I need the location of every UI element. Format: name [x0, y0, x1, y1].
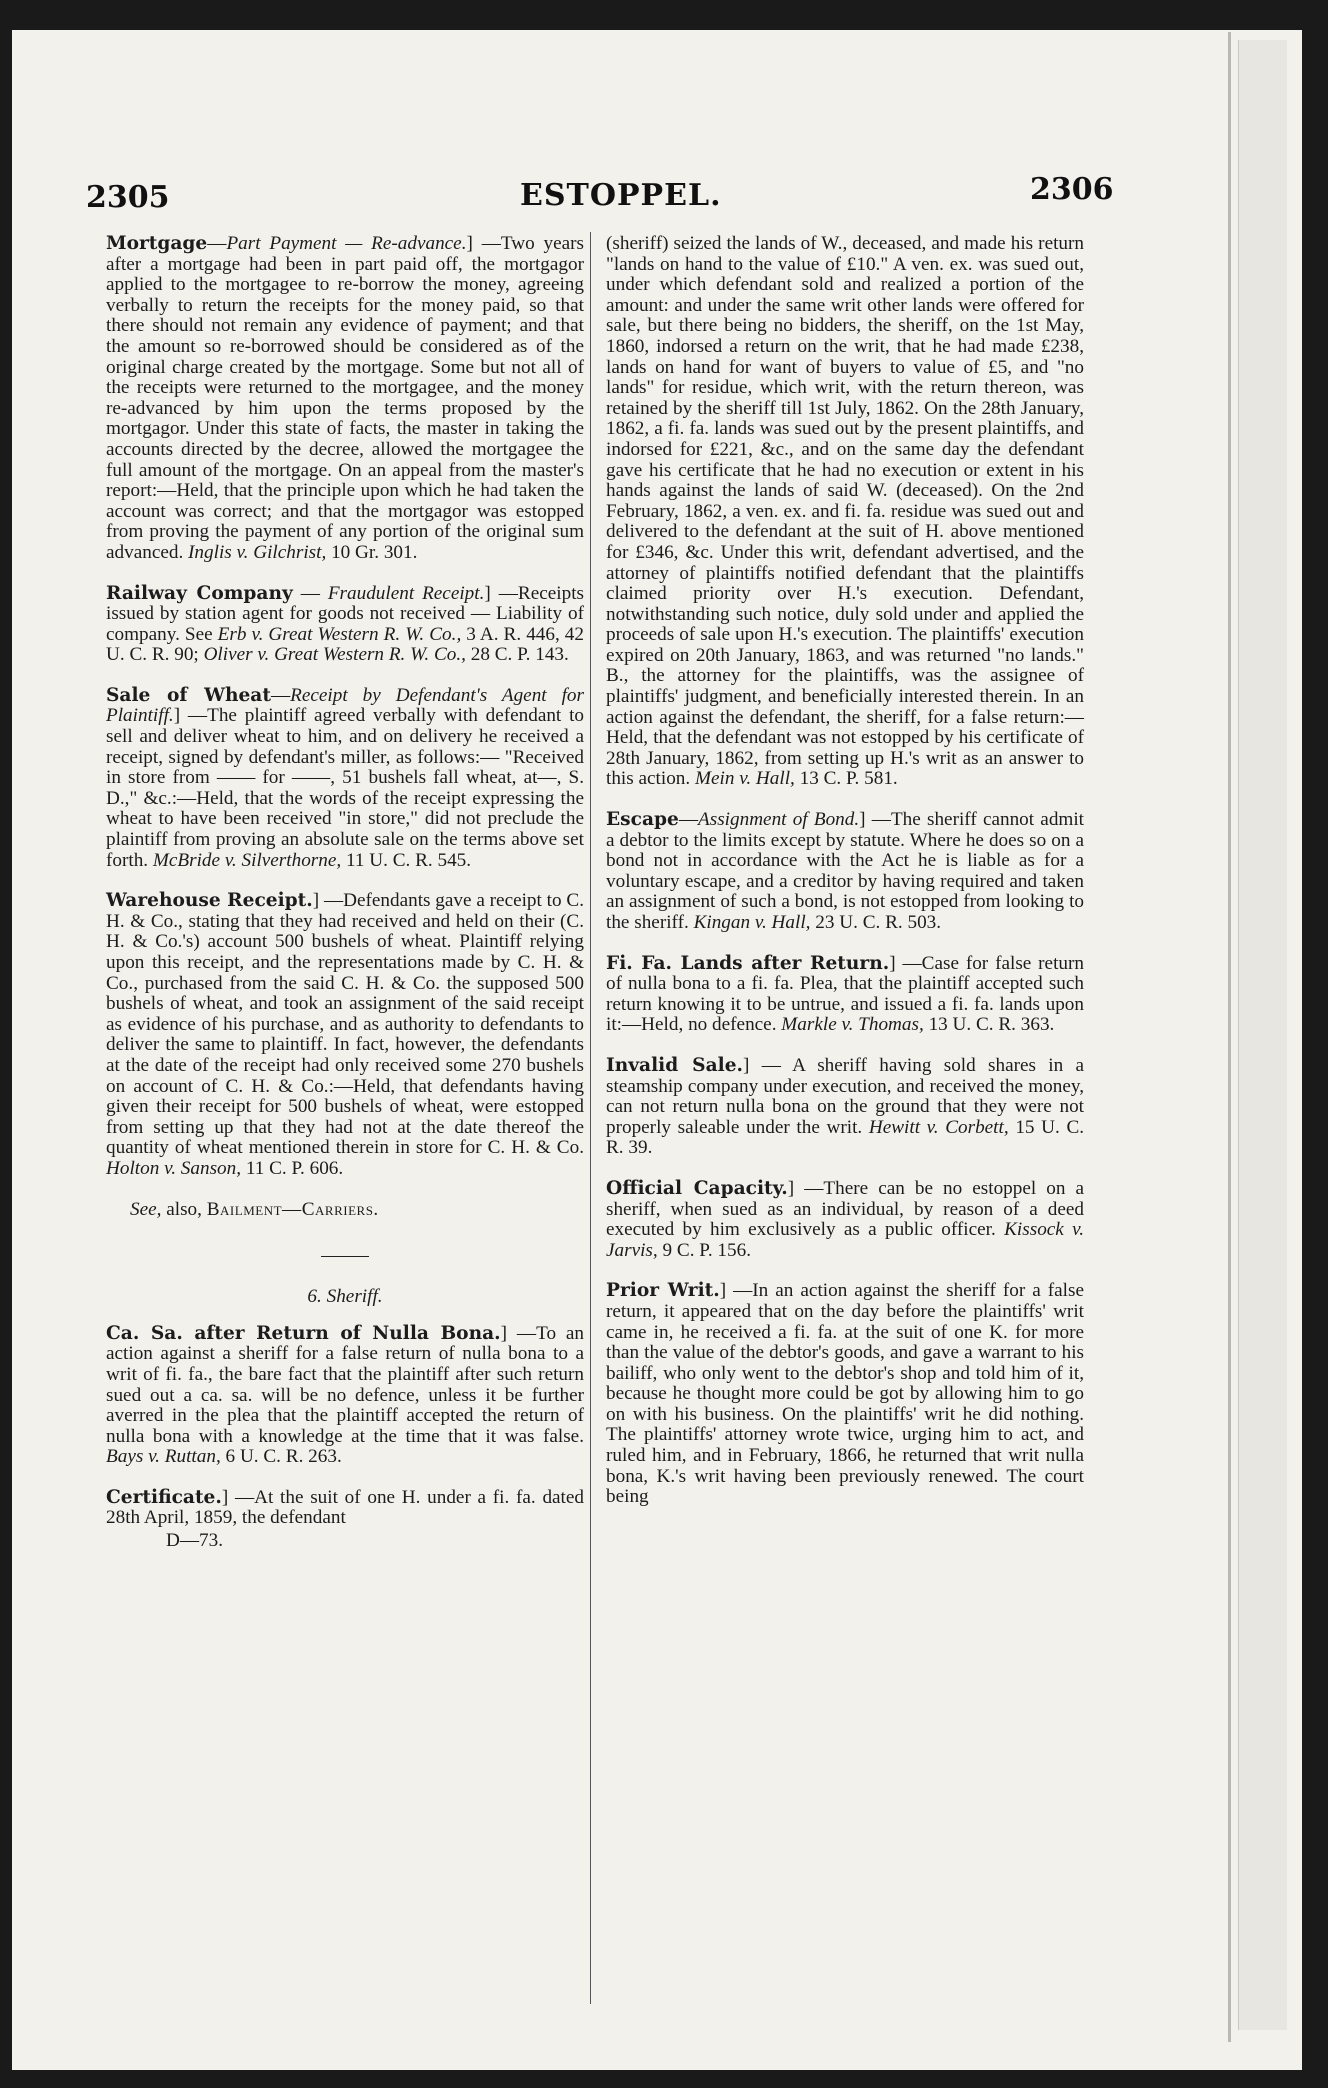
entry-heading: Railway Company	[106, 582, 293, 604]
entry-text: —Receipts issued by station agent for goods not received — Liability of company. See	[106, 582, 584, 645]
entry-heading: Warehouse Receipt.	[106, 890, 313, 912]
entry-heading: Sale of Wheat	[106, 684, 271, 706]
entry-text: —Case for false return of nulla bona to a fi. fa. Plea, that the plaintiff accepted such return knowing it to be untrue, and issued a fi. fa. lands upon it:—Held, no defence.	[606, 952, 1084, 1036]
entry-citation-ref: 6 U. C. R. 263.	[225, 1446, 342, 1468]
section-heading: 6. Sheriff.	[307, 1286, 383, 1308]
entry-warehouse-receipt: Warehouse Receipt.] —Defendants gave a receipt to C. H. & Co., stating that they had received and held on their (C. H. & Co.'s) account 500 bushels of wheat. Plaintiff relying upon this receipt, and the representations made by C. H. & Co., purchased from the said C. H. & Co. the supposed 500 bushels of wheat, and took an assignment of the said receipt as evidence of his purchase, and as authority to defendants to deliver the same to plaintiff. In fact, however, the defendants at the date of the receipt had only received some 270 bushels on account of C. H. & Co.:—Held, that defendants having given their receipt for 500 bushels of wheat, were estopped from setting up that they had not at the date thereof the quantity of wheat mentioned therein in store for C. H. & Co. Holton v. Sanson, 11 C. P. 606.	[106, 890, 585, 1179]
entry-citation-2-ref: 28 C. P. 143.	[470, 644, 569, 666]
entry-citation: McBride v. Silverthorne,	[152, 849, 342, 871]
see-also	[130, 1200, 584, 1221]
entry-text: —At the suit of one H. under a fi. fa. dated 28th April, 1859, the defendant	[106, 1486, 584, 1529]
entry-citation-ref: 11 C. P. 606.	[245, 1157, 344, 1179]
entry-citation: Kingan v. Hall,	[693, 912, 811, 933]
entry-citation: Mein v. Hall,	[695, 768, 795, 790]
entry-text: — A sheriff having sold shares in a steamship company under execution, and received the money, can not return nulla bona on the ground that they were not properly saleable under the writ.	[606, 1054, 1084, 1138]
entry-mortgage: Mortgage—Part Payment — Re-advance.] —Two years after a mortgage had been in part paid off, the mortgagor applied to the mortgagee to re-borrow the money, agreeing verbally to return the receipts for the money paid, so that there should not remain any evidence of payment; and that the amount so re-borrowed should be considered as of the original charge created by the mortgage. Some but not all of the receipts were returned to the mortgagee, and the money re-advanced by him upon the terms proposed by the mortgagor. Under this state of facts, the master in taking the accounts directed by the decree, allowed the mortgagee the full amount of the mortgage. On an appeal from the master's report:—Held, that the principle upon which he had taken the account was correct; and that the mortgagor was estopped from proving the payment of any portion of the original sum advanced. Inglis v. Gilchrist, 10 Gr. 301.	[106, 233, 585, 563]
entry-subheading: Receipt by Defendant's Agent for Plaintiff.	[106, 684, 584, 727]
entry-subheading: Assignment of Bond.	[698, 809, 860, 831]
entry-heading: Prior Writ.	[606, 1280, 720, 1302]
right-column	[606, 234, 1084, 1528]
entry-citation-ref: 3 A. R. 446, 42 U. C. R. 90;	[106, 623, 584, 666]
left-column	[106, 234, 584, 1552]
entry-citation: Erb v. Great Western R. W. Co.,	[217, 623, 462, 645]
entry-heading: Escape	[606, 809, 679, 831]
entry-heading: Invalid Sale.	[606, 1054, 744, 1076]
entry-certificate: Certificate.] —At the suit of one H. under a fi. fa. dated 28th April, 1859, the defendant	[106, 1486, 584, 1529]
entry-citation-ref: 9 C. P. 156.	[662, 1239, 751, 1261]
entry-citation: Holton v. Sanson,	[106, 1157, 242, 1179]
entry-heading: Ca. Sa. after Return of Nulla Bona.	[106, 1322, 501, 1344]
entry-heading: Mortgage	[106, 233, 208, 254]
entry-heading: Certificate.	[106, 1486, 222, 1508]
entry-official-capacity: Official Capacity.] —There can be no estoppel on a sheriff, when sued as an individual, by reason of a deed executed by him exclusively as a public officer. Kissock v. Jarvis, 9 C. P. 156.	[606, 1177, 1085, 1261]
see-also-refs: Bailment—Carriers.	[206, 1198, 379, 1220]
entry-citation: Kissock v. Jarvis,	[606, 1219, 1085, 1261]
page-number-right: 2306	[1030, 172, 1114, 207]
entry-text: —Defendants gave a receipt to C. H. & Co., stating that they had received and held on their (C. H. & Co.'s) account 500 bushels of wheat. Plaintiff relying upon this receipt, and the representations made by C. H. & Co., purchased from the said C. H. & Co. the supposed 500 bushels of wheat, and took an assignment of the said receipt as evidence of his purchase, and as authority to defendants to deliver the same to plaintiff. In fact, however, the defendants at the date of the receipt had only received some 270 bushels on account of C. H. & Co.:—Held, that defendants having given their receipt for 500 bushels of wheat, were estopped from setting up that they had not at the date thereof the quantity of wheat mentioned therein in store for C. H. & Co.	[106, 890, 585, 1159]
entry-prior-writ: Prior Writ.] —In an action against the sheriff for a false return, it appeared that on the day before the plaintiffs' writ came in, he received a fi. fa. at the suit of one K. for more than the value of the debtor's goods, and gave a warrant to his bailiff, who only went to the debtor's shop and told him of it, because he thought more could be got by allowing him to go on with his business. On the plaintiffs' writ he did nothing. The plaintiffs' attorney wrote twice, urging him to act, and ruled him, and in February, 1866, he returned that writ nulla bona, K.'s writ having been previously renewed. The court being	[606, 1280, 1085, 1508]
entry-citation-ref: 11 U. C. R. 545.	[345, 849, 472, 871]
signature-mark: D—73.	[166, 1530, 224, 1552]
entry-citation-ref: 23 U. C. R. 503.	[815, 912, 942, 933]
entry-citation: Markle v. Thomas,	[781, 1014, 924, 1036]
entry-heading: Official Capacity.	[606, 1177, 788, 1199]
entry-text: (sheriff) seized the lands of W., deceased, and made his return "lands on hand to the value of £10." A ven. ex. was sued out, under which defendant sold and realized a portion of the amount: and under the same writ other lands were offered for sale, but there being no bidders, the sheriff, on the 1st May, 1860, indorsed a return on the writ, that he had made £238, lands on hand for want of buyers to value of £5, and "no lands" for residue, which writ, with the return thereon, was retained by the sheriff till 1st July, 1862. On the 28th January, 1862, a fi. fa. lands was sued out by the present plaintiffs, and indorsed for £221, &c., and on the same day the defendant gave his certificate that he had no execution or extent in his hands against the lands of said W. (deceased). On the 2nd February, 1862, a ven. ex. and fi. fa. residue was sued out and delivered to the defendant at the suit of H. above mentioned for £346, &c. Under this writ, defendant advertised, and the attorney of plaintiffs notified defendant that the plaintiffs claimed priority over H.'s execution. Defendant, notwithstanding such notice, duly sold under and applied the proceeds of sale upon H.'s execution. The plaintiffs' execution expired on 20th January, 1863, and was returned "no lands." B., the attorney for the plaintiffs, was the assignee of plaintiffs' judgment, and beneficially interested therein. In an action against the defendant, the sheriff, for a false return:—Held, that the defendant was not estopped by his certificate of 28th January, 1862, from setting up H.'s writ as an answer to this action.	[606, 233, 1084, 790]
entry-text: —There can be no estoppel on a sheriff, when sued as an individual, by reason of a deed executed by him exclusively as a public officer.	[606, 1177, 1085, 1241]
entry-citation-ref: 10 Gr. 301.	[331, 541, 418, 563]
entry-citation: Hewitt v. Corbett,	[868, 1116, 1009, 1138]
entry-text: —To an action against a sheriff for a false return of nulla bona to a writ of fi. fa., the bare fact that the plaintiff after such return sued out a ca. sa. will be no defence, unless it be further averred in the plea that the plaintiff accepted the return of nulla bona with a knowledge at the time that it was false.	[106, 1322, 585, 1447]
entry-text: —The sheriff cannot admit a debtor to the limits except by statute. Where he does so on a bond not in accordance with the Act he is liable as for a voluntary escape, and a creditor by having required and taken an assignment of such a bond, is not estopped from looking to the sheriff.	[606, 809, 1084, 933]
entry-citation-ref: 15 U. C. R. 39.	[606, 1116, 1085, 1159]
entry-fi-fa-lands: Fi. Fa. Lands after Return.] —Case for false return of nulla bona to a fi. fa. Plea, that the plaintiff accepted such return knowing it to be untrue, and issued a fi. fa. lands upon it:—Held, no defence. Markle v. Thomas, 13 U. C. R. 363.	[606, 952, 1084, 1036]
entry-text: —Two years after a mortgage had been in part paid off, the mortgagor applied to the mortgagee to re-borrow the money, agreeing verbally to return the receipts for the money paid, so that there should not remain any evidence of payment; and that the amount so re-borrowed should be considered as of the original charge created by the mortgage. Some but not all of the receipts were returned to the mortgagee, and the money re-advanced by him upon the terms proposed by the mortgagor. Under this state of facts, the master in taking the accounts directed by the decree, allowed the mortgagee the full amount of the mortgage. On an appeal from the master's report:—Held, that the principle upon which he had taken the account was correct; and that the mortgagor was estopped from proving the payment of any portion of the original sum advanced.	[106, 233, 585, 563]
page-fold-line	[1228, 32, 1231, 2042]
entry-subheading: Fraudulent Receipt.	[327, 582, 485, 604]
entry-escape: Escape—Assignment of Bond.] —The sheriff cannot admit a debtor to the limits except by statute. Where he does so on a bond not in accordance with the Act he is liable as for a voluntary escape, and a creditor by having required and taken an assignment of such a bond, is not estopped from looking to the sheriff. Kingan v. Hall, 23 U. C. R. 503.	[606, 809, 1084, 933]
entry-sale-of-wheat: Sale of Wheat—Receipt by Defendant's Agent for Plaintiff.] —The plaintiff agreed verbally with defendant to sell and deliver wheat to him, and on delivery he received a receipt, signed by defendant's miller, as follows:— "Received in store from —— for ——, 51 bushels fall wheat, at—, S. D.," &c.:—Held, that the words of the receipt expressing the wheat to have been received "in store," did not preclude the plaintiff from proving an absolute sale on the terms above set forth. McBride v. Silverthorne, 11 U. C. R. 545.	[106, 684, 585, 871]
entry-citation-ref: 13 C. P. 581.	[799, 768, 898, 790]
entry-railway-company: Railway Company — Fraudulent Receipt.] —Receipts issued by station agent for goods not received — Liability of company. See Erb v. Great Western R. W. Co., 3 A. R. 446, 42 U. C. R. 90; Oliver v. Great Western R. W. Co., 28 C. P. 143.	[106, 582, 584, 666]
page-edge	[1238, 40, 1287, 2030]
entry-citation-ref: 13 U. C. R. 363.	[928, 1014, 1055, 1036]
see-also-text: also,	[166, 1198, 202, 1220]
entry-citation: Bays v. Ruttan,	[106, 1446, 221, 1468]
see-also-prefix: See,	[130, 1198, 162, 1220]
entry-ca-sa: Ca. Sa. after Return of Nulla Bona.] —To an action against a sheriff for a false return of nulla bona to a writ of fi. fa., the bare fact that the plaintiff after such return sued out a ca. sa. will be no defence, unless it be further averred in the plea that the plaintiff accepted the return of nulla bona with a knowledge at the time that it was false. Bays v. Ruttan, 6 U. C. R. 263.	[106, 1322, 585, 1468]
page-number-left: 2305	[86, 180, 170, 215]
section-rule	[321, 1256, 369, 1257]
entry-text: —In an action against the sheriff for a false return, it appeared that on the day before the plaintiffs' writ came in, he received a fi. fa. at the suit of one K. for more than the value of the debtor's goods, and gave a warrant to his bailiff, who only went to the debtor's shop and told him of it, because he thought more could be got by allowing him to go on with his business. On the plaintiffs' writ he did nothing. The plaintiffs' attorney wrote twice, urging him to act, and ruled him, and in February, 1866, he returned that writ nulla bona, K.'s writ having been previously renewed. The court being	[606, 1280, 1085, 1508]
entry-subheading: Part Payment — Re-advance.	[226, 233, 467, 254]
entry-citation: Inglis v. Gilchrist,	[188, 541, 327, 563]
entry-text: —The plaintiff agreed verbally with defendant to sell and deliver wheat to him, and on delivery he received a receipt, signed by defendant's miller, as follows:— "Received in store from —— for ——, 51 bushels fall wheat, at—, S. D.," &c.:—Held, that the words of the receipt expressing the wheat to have been received "in store," did not preclude the plaintiff from proving an absolute sale on the terms above set forth.	[106, 705, 585, 871]
entry-citation-2: Oliver v. Great Western R. W. Co.,	[203, 644, 466, 666]
entry-certificate-continued	[606, 234, 1084, 790]
entry-invalid-sale: Invalid Sale.] — A sheriff having sold shares in a steamship company under execution, and received the money, can not return nulla bona on the ground that they were not properly saleable under the writ. Hewitt v. Corbett, 15 U. C. R. 39.	[606, 1054, 1085, 1159]
page-title: ESTOPPEL.	[520, 178, 722, 213]
entry-heading: Fi. Fa. Lands after Return.	[606, 952, 890, 974]
column-divider	[590, 232, 591, 2004]
